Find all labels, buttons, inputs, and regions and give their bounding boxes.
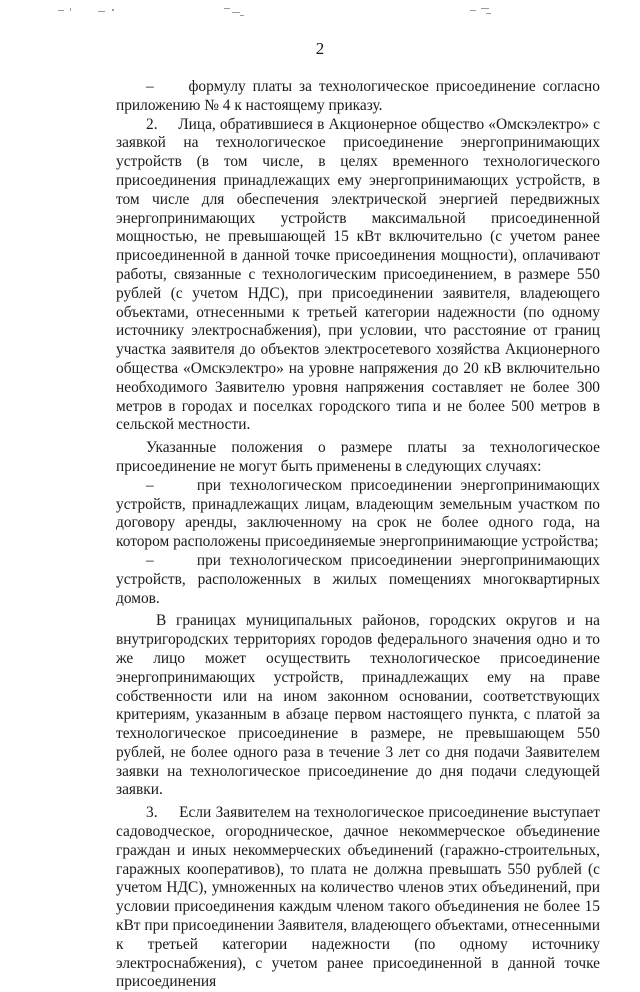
paragraph-exceptions-intro: Указанные положения о размере платы за технологическое присоединение не могут быть применены в следующих случаях: [116,439,600,475]
bullet-item-apartments: – при технологическом присоединении энергопринимающих устройств, расположенных в жилых помещениях многоквартирных домов. [116,551,600,607]
page-number: 2 [315,39,325,58]
scan-artifacts [0,4,640,18]
paragraph-item-3: 3. Если Заявителем на технологическое присоединение выступает садоводческое, огородническое, дачное некоммерческое объединение граждан и иных некоммерческих объединений (гаражно-строительных, гаражных кооперативов), то плата не должна превышать 550 рублей (с учетом НДС), умноженных на количество членов этих объединений, при условии присоединения каждым членом такого объединения не более 15 кВт при присоединении Заявителя, владеющего объектами, отнесенными к третьей категории надежности (по одному источнику электроснабжения), с учетом ранее присоединенной в данной точке присоединения [116,804,600,991]
bullet-item-formula: – формулу платы за технологическое присоединение согласно приложению № 4 к настоящему приказу. [116,78,600,114]
paragraph-item-2: 2. Лица, обратившиеся в Акционерное общество «Омскэлектро» с заявкой на технологическое присоединение энергопринимающих устройств (в том числе, в целях временного технологического присоединения принадлежащих ему энергопринимающих устройств, в том числе для обеспечения электрической энергией передвижных энергопринимающих устройств максимальной присоединенной мощностью, не превышающей 15 кВт включительно (с учетом ранее присоединенной в данной точке присоединения мощности), оплачивают работы, связанные с технологическим присоединением, в размере 550 рублей (с учетом НДС), при присоединении заявителя, владеющего объектами, отнесенными к третьей категории надежности (по одному источнику электроснабжения), при условии, что расстояние от границ участка заявителя до объектов электросетевого хозяйства Акционерного общества «Омскэлектро» на уровне напряжения до 20 кВ включительно необходимого Заявителю уровня напряжения составляет не более 300 метров в городах и поселках городского типа и не более 500 метров в сельской местности. [116,115,600,434]
document-body [116,78,600,992]
paragraph-municipal-limits: В границах муниципальных районов, городских округов и на внутригородских территориях городов федерального значения одно и то же лицо может осуществить технологическое присоединение энергопринимающих устройств, принадлежащих ему на праве собственности или на ином законном основании, соответствующих критериям, указанным в абзаце первом настоящего пункта, с платой за технологическое присоединение в размере, не превышающем 550 рублей, не более одного раза в течение 3 лет со дня подачи Заявителем заявки на технологическое присоединение до дня подачи следующей заявки. [116,612,600,799]
bullet-item-lease: – при технологическом присоединении энергопринимающих устройств, принадлежащих лицам, владеющим земельным участком по договору аренды, заключенному на срок не более одного года, на котором расположены присоединяемые энергопринимающие устройства; [116,476,600,551]
